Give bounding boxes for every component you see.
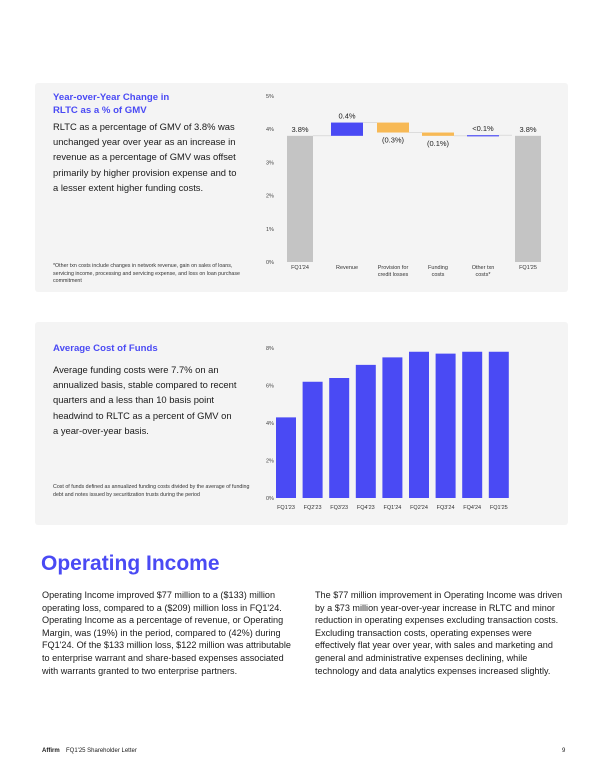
x-tick-label: FQ1'24 — [383, 505, 402, 511]
rltc-footnote: *Other txn costs include changes in network revenue, gain on sales of loans, servicing income, processing and servicing expense, and loss on loan purchase commitment — [53, 263, 240, 285]
data-label: <0.1% — [472, 124, 494, 134]
y-tick-label: 6% — [266, 383, 274, 390]
bar — [276, 417, 296, 498]
y-tick-label: 2% — [266, 458, 274, 465]
data-label: 3.8% — [519, 124, 537, 134]
x-tick-label: FQ1'23 — [277, 505, 295, 511]
y-tick-label: 3% — [266, 160, 274, 167]
page-number: 9 — [562, 748, 566, 754]
funds-title: Average Cost of Funds — [53, 343, 158, 354]
data-label: (0.1%) — [426, 138, 450, 148]
x-tick-label: Funding — [428, 265, 448, 271]
y-tick-label: 0% — [266, 260, 274, 266]
section-title: Operating Income — [41, 552, 220, 575]
y-tick-label: 8% — [266, 346, 274, 352]
y-tick-label: 4% — [266, 421, 274, 427]
section-col2: The $77 million improvement in Operating Income was driven by a $73 million year-over-year increase in RLTC and minor reduction in operating expenses excluding transaction costs. Excluding transaction costs, operating expenses were effectively flat year over year, with sales and marketing and general and administrative expenses declining, while technology and data analytics expenses increased slightly. — [315, 590, 563, 676]
x-tick-label: FQ1'25 — [489, 505, 508, 511]
data-label: (0.3%) — [381, 135, 405, 145]
data-label: 3.8% — [291, 124, 309, 134]
y-tick-label: 1% — [266, 226, 274, 233]
x-tick-label: credit losses — [377, 272, 409, 278]
x-tick-label: costs — [431, 272, 445, 278]
bar — [489, 352, 509, 498]
x-tick-label: Revenue — [335, 265, 359, 271]
x-tick-label: FQ2'23 — [303, 505, 322, 511]
data-label: 0.4% — [338, 111, 356, 121]
section-col1: Operating Income improved $77 million to a ($133) million operating loss, compared to a ($209) million loss in FQ1'24. Operating Income as a percentage of revenue, or Operating Margin, was (19%) in the period, compared to (42%) during FQ1'24. Of the $133 million loss, $122 million was attributable to enterprise warrant and share-based expenses associated with warrants granted to two enterprise partners. — [42, 590, 291, 676]
y-tick-label: 0% — [266, 496, 274, 502]
y-tick-label: 4% — [266, 127, 274, 134]
funds-body: Average funding costs were 7.7% on an annualized basis, stable compared to recent quarters and a less than 10 basis point headwind to RLTC as a percent of GMV on a year-over-year basis. — [53, 364, 237, 436]
y-tick-label: 2% — [266, 193, 274, 200]
x-tick-label: FQ1'25 — [519, 265, 537, 271]
footer-doc: FQ1'25 Shareholder Letter — [66, 748, 137, 754]
rltc-title: Year-over-Year Change in RLTC as a % of GMV — [53, 92, 170, 116]
bar — [329, 378, 349, 498]
x-tick-label: FQ3'23 — [330, 505, 349, 511]
bar — [436, 354, 456, 498]
x-tick-label: costs* — [475, 272, 491, 278]
x-tick-label: FQ2'24 — [410, 505, 428, 511]
bar — [303, 382, 323, 498]
bar — [462, 352, 482, 498]
x-tick-label: FQ1'24 — [291, 265, 309, 271]
x-tick-label: Other txn — [471, 265, 495, 271]
x-tick-label: Provision for — [377, 265, 409, 271]
rltc-body: RLTC as a percentage of GMV of 3.8% was unchanged year over year as an increase in revenue as a percentage of GMV was offset primarily by higher provision expense and to a lesser extent higher funding costs. — [53, 121, 237, 193]
x-tick-label: FQ3'24 — [436, 505, 455, 511]
y-tick-label: 5% — [266, 94, 274, 100]
funds-footnote: Cost of funds defined as annualized funding costs divided by the average of funding debt and notes issued by securitization trusts during the period — [53, 484, 250, 498]
x-tick-label: FQ4'23 — [356, 505, 375, 511]
brand-logo: Affirm — [42, 748, 60, 754]
bar — [356, 365, 376, 498]
bar — [382, 357, 402, 498]
x-tick-label: FQ4'24 — [463, 505, 482, 511]
bar — [409, 352, 429, 498]
